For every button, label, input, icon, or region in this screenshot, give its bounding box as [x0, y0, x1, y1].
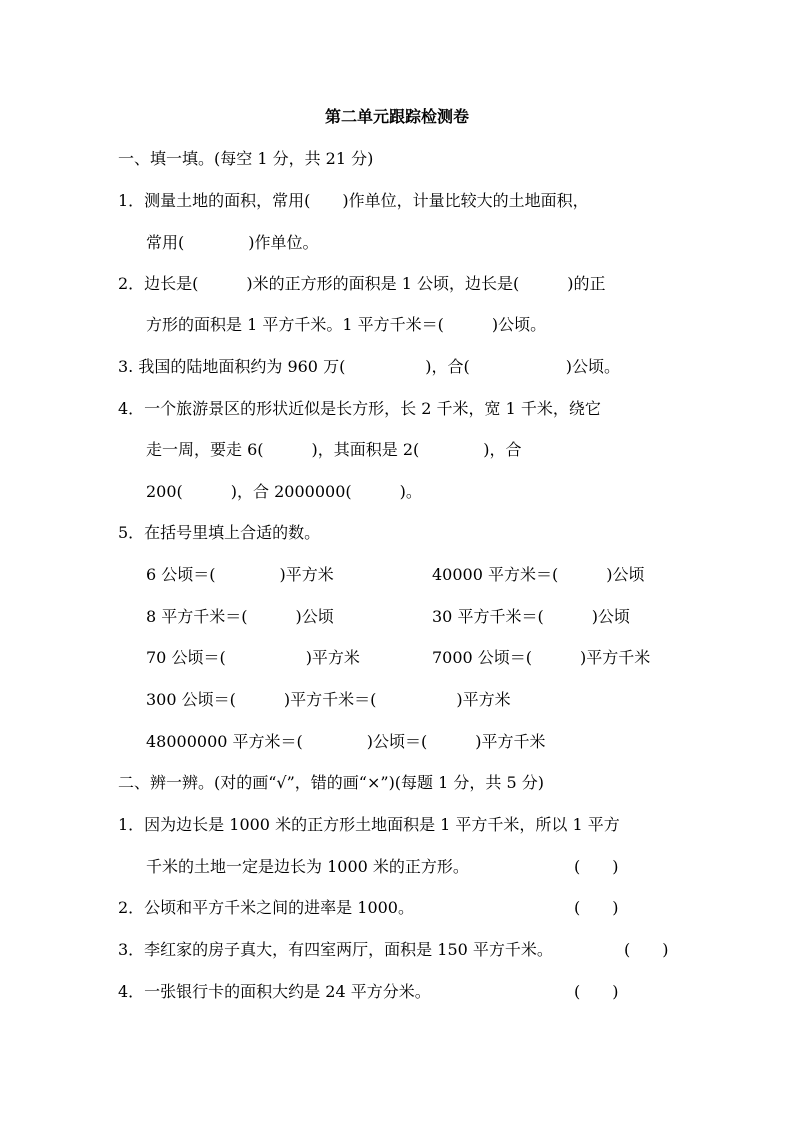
question-5-row-1-right: 40000 平方米＝( )公顷	[432, 565, 645, 584]
question-5-row-2-left: 8 平方千米＝( )公顷	[146, 607, 334, 626]
question-5-heading: 5．在括号里填上合适的数。	[118, 523, 321, 542]
judge-1-line-1: 1．因为边长是 1000 米的正方形土地面积是 1 平方千米，所以 1 平方	[118, 815, 620, 834]
question-1-line-1: 1．测量土地的面积，常用( )作单位，计量比较大的土地面积，	[118, 191, 589, 210]
question-2-line-1: 2．边长是( )米的正方形的面积是 1 公顷，边长是( )的正	[118, 274, 606, 293]
section-2-heading: 二、辨一辨。(对的画“√”，错的画“×”)(每题 1 分，共 5 分)	[118, 773, 544, 792]
judge-2-line-1: 2．公顷和平方千米之间的进率是 1000。	[118, 898, 414, 917]
judge-1-line-2: 千米的土地一定是边长为 1000 米的正方形。	[146, 857, 469, 876]
question-5-row-5: 48000000 平方米＝( )公顷＝( )平方千米	[146, 732, 546, 751]
judge-3-line-1: 3．李红家的房子真大，有四室两厅，面积是 150 平方千米。	[118, 940, 553, 959]
question-2-line-2: 方形的面积是 1 平方千米。1 平方千米＝( )公顷。	[146, 315, 547, 334]
judge-1-answer-bracket: ( )	[574, 857, 619, 876]
question-5-row-1-left: 6 公顷＝( )平方米	[146, 565, 334, 584]
question-5-row-4: 300 公顷＝( )平方千米＝( )平方米	[146, 690, 511, 709]
question-5-row-3-right: 7000 公顷＝( )平方千米	[432, 648, 651, 667]
judge-4-line-1: 4．一张银行卡的面积大约是 24 平方分米。	[118, 982, 431, 1001]
question-5-row-3-left: 70 公顷＝( )平方米	[146, 648, 360, 667]
question-4-line-2: 走一周，要走 6( )，其面积是 2( )，合	[146, 440, 522, 459]
question-4-line-1: 4．一个旅游景区的形状近似是长方形，长 2 千米，宽 1 千米，绕它	[118, 399, 601, 418]
question-5-row-2-right: 30 平方千米＝( )公顷	[432, 607, 630, 626]
page-title: 第二单元跟踪检测卷	[324, 107, 469, 126]
question-3-line-1: 3. 我国的陆地面积约为 960 万( )，合( )公顷。	[118, 357, 621, 376]
judge-3-answer-bracket: ( )	[624, 940, 669, 959]
question-1-line-2: 常用( )作单位。	[146, 233, 319, 252]
judge-4-answer-bracket: ( )	[574, 982, 619, 1001]
judge-2-answer-bracket: ( )	[574, 898, 619, 917]
section-1-heading: 一、填一填。(每空 1 分，共 21 分)	[118, 149, 374, 168]
question-4-line-3: 200( )，合 2000000( )。	[146, 482, 422, 501]
